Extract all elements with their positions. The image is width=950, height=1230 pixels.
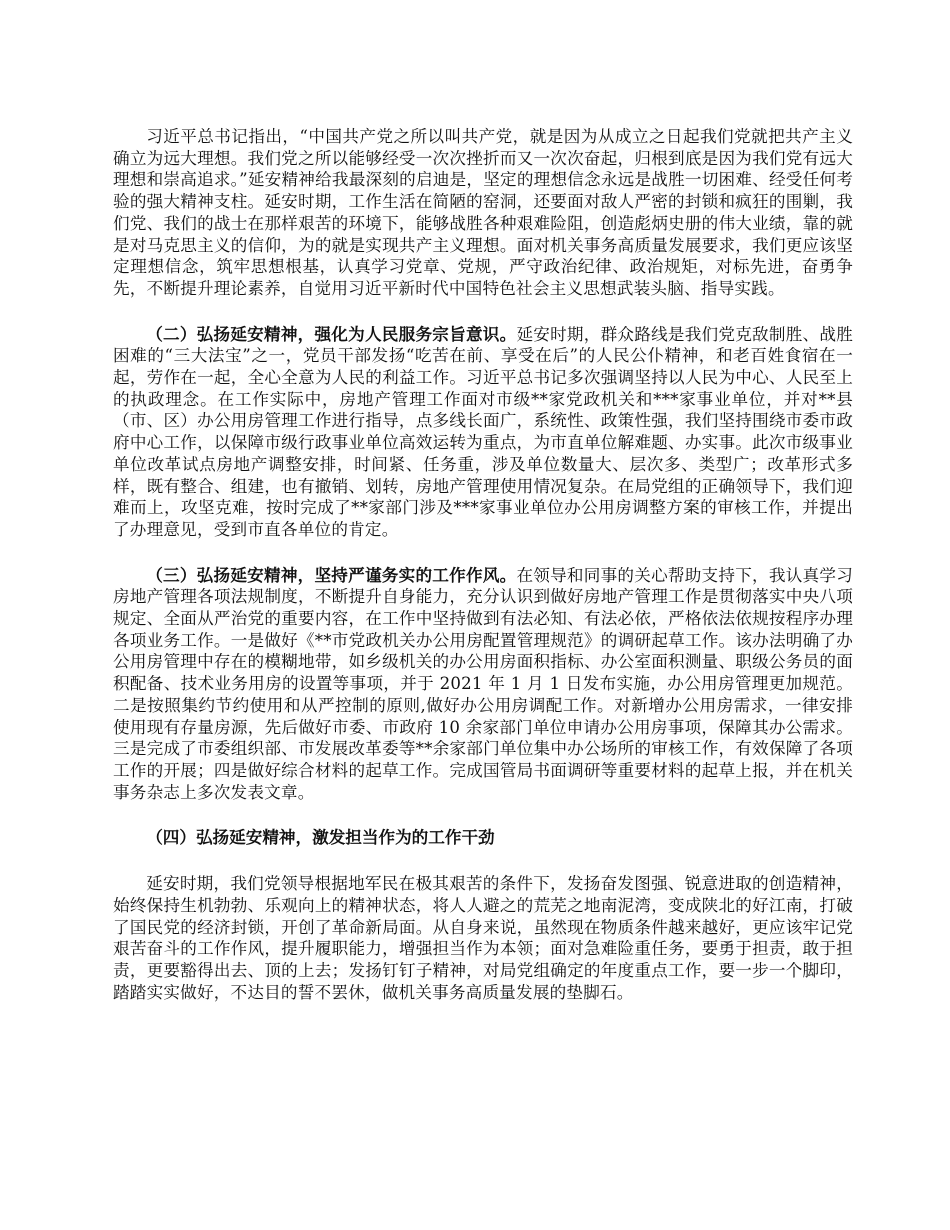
paragraph-serve-people [113, 324, 853, 541]
paragraph-responsibility: 延安时期，我们党领导根据地军民在极其艰苦的条件下，发扬奋发图强、锐意进取的创造精神，始终保持生机勃勃、乐观向上的精神状态，将人人避之的荒芜之地南泥湾，变成陕北的好江南，打破了国民党的经济封锁，开创了革命新局面。从自身来说，虽然现在物质条件越来越好，更应该牢记党艰苦奋斗的工作作风，提升履职能力，增强担当作为本领；面对急难险重任务，要勇于担责，敢于担责，更要豁得出去、顶的上去；发扬钉钉子精神，对局党组确定的年度重点工作，要一步一个脚印，踏踏实实做好，不达目的誓不罢休，做机关事务高质量发展的垫脚石。 [113, 874, 853, 1002]
section-heading-3: （三）弘扬延安精神，坚持严谨务实的工作作风。 [146, 564, 517, 585]
paragraph-gap [113, 849, 853, 873]
document-page [113, 126, 853, 1003]
section-heading-4: （四）弘扬延安精神，激发担当作为的工作干劲 [146, 827, 495, 848]
paragraph-gap [113, 541, 853, 565]
paragraph-ideals: 习近平总书记指出，“中国共产党之所以叫共产党，就是因为从成立之日起我们党就把共产主义确立为远大理想。我们党之所以能够经受一次次挫折而又一次次奋起，归根到底是因为我们党有远大理想和崇高追求。”延安精神给我最深刻的启迪是，坚定的理想信念永远是战胜一切困难、经受任何考验的强大精神支柱。延安时期，工作生活在简陋的窑洞，还要面对敌人严密的封锁和疯狂的围剿，我们党、我们的战士在那样艰苦的环境下，能够战胜各种艰难险阻，创造彪炳史册的伟大业绩，靠的就是对马克思主义的信仰，为的就是实现共产主义理想。面对机关事务高质量发展要求，我们更应该坚定理想信念，筑牢思想根基，认真学习党章、党规，严守政治纪律、政治规矩，对标先进，奋勇争先，不断提升理论素养，自觉用习近平新时代中国特色社会主义思想武装头脑、指导实践。 [113, 127, 853, 298]
paragraph-work-style [113, 565, 853, 804]
section-heading-2: （二）弘扬延安精神，强化为人民服务宗旨意识。 [146, 323, 517, 344]
section-body-3: 在领导和同事的关心帮助支持下，我认真学习房地产管理各项法规制度，不断提升自身能力，充分认识到做好房地产管理工作是贯彻落实中央八项规定、全面从严治党的重要内容，在工作中坚持做到有法必知、有法必依，严格依法依规按程序办理各项业务工作。一是做好《**市党政机关办公用房配置管理规范》的调研起草工作。该办法明确了办公用房管理中存在的模糊地带，如乡级机关的办公用房面积指标、办公室面积测量、职级公务员的面积配备、技术业务用房的设置等事项，并于 2021 年 1 月 1 日发布实施，办公用房管理更加规范。二是按照集约节约使用和从严控制的原则,做好办公用房调配工作。对新增办公用房需求，一律安排使用现有存量房源，先后做好市委、市政府 10 余家部门单位申请办公用房事项，保障其办公需求。三是完成了市委组织部、市发展改革委等**余家部门单位集中办公场所的审核工作，有效保障了各项工作的开展；四是做好综合材料的起草工作。完成国管局书面调研等重要材料的起草上报，并在机关事务杂志上多次发表文章。 [113, 565, 853, 802]
section-body-2: 延安时期，群众路线是我们党克敌制胜、战胜困难的“三大法宝”之一，党员干部发扬“吃苦在前、享受在后”的人民公仆精神，和老百姓食宿在一起，劳作在一起，全心全意为人民的利益工作。习近平总书记多次强调坚持以人民为中心、人民至上的执政理念。在工作实际中，房地产管理工作面对市级**家党政机关和***家事业单位，并对**县（市、区）办公用房管理工作进行指导，点多线长面广，系统性、政策性强，我们坚持围绕市委市政府中心工作，以保障市级行政事业单位高效运转为重点，为市直单位解难题、办实事。此次市级事业单位改革试点房地产调整安排，时间紧、任务重，涉及单位数量大、层次多、类型广；改革形式多样，既有整合、组建，也有撤销、划转，房地产管理使用情况复杂。在局党组的正确领导下，我们迎难而上，攻坚克难，按时完成了**家部门涉及***家事业单位办公用房调整方案的审核工作，并提出了办理意见，受到市直各单位的肯定。 [113, 324, 853, 539]
paragraph-gap [113, 300, 853, 324]
paragraph-gap [113, 803, 853, 827]
